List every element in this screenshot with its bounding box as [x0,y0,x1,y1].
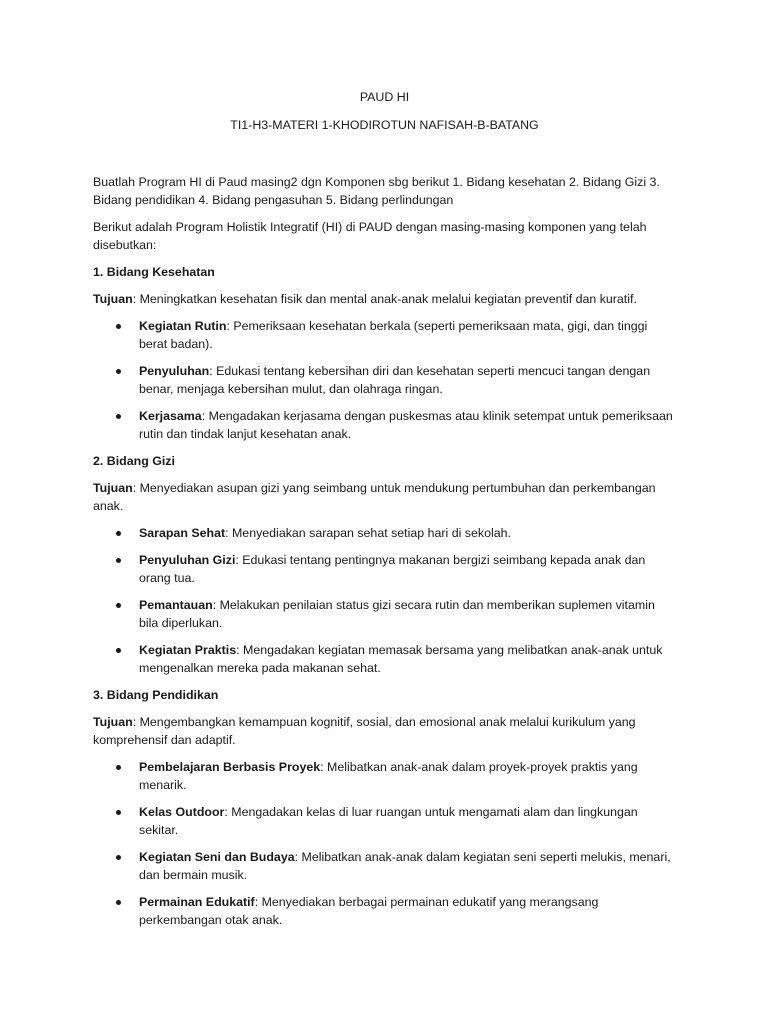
activity-list [93,758,676,929]
bullet-icon [116,855,121,860]
item-label: Permainan Edukatif [139,895,255,909]
list-item [93,641,676,677]
goal-label: Tujuan [93,715,133,729]
bullet-icon [116,648,121,653]
goal-text: : Meningkatkan kesehatan fisik dan mental anak-anak melalui kegiatan preventif dan kuratif. [132,292,637,306]
list-item [93,524,676,542]
section-goal [93,713,676,749]
item-text: : Melibatkan anak-anak dalam kegiatan seni seperti melukis, menari, dan bermain musik. [139,850,671,882]
item-text: : Mengadakan kegiatan memasak bersama yang melibatkan anak-anak untuk mengenalkan mereka pada makanan sehat. [139,643,663,675]
bullet-icon [116,531,121,536]
intro-lead-paragraph: Berikut adalah Program Holistik Integratif (HI) di PAUD dengan masing-masing komponen yang telah disebutkan: [93,220,647,252]
item-text: : Melibatkan anak-anak dalam proyek-proyek praktis yang menarik. [139,760,638,792]
bullet-icon [116,369,121,374]
section-goal [93,290,676,308]
bullet-icon [116,324,121,329]
bullet-icon [116,900,121,905]
list-item [93,407,676,443]
item-text: : Menyediakan berbagai permainan edukatif yang merangsang perkembangan otak anak. [139,895,599,927]
item-text: : Edukasi tentang kebersihan diri dan kesehatan seperti mencuci tangan dengan benar, menjaga kebersihan mulut, dan olahraga ringan. [139,364,651,396]
section-heading: 1. Bidang Kesehatan [93,265,215,279]
list-item [93,893,676,929]
bullet-icon [116,765,121,770]
list-item [93,317,676,353]
list-item [93,551,676,587]
section-gizi [93,452,676,677]
section-pendidikan [93,686,676,929]
item-text: : Melakukan penilaian status gizi secara rutin dan memberikan suplemen vitamin bila diperlukan. [139,598,655,630]
item-text: : Menyediakan sarapan sehat setiap hari di sekolah. [225,526,511,540]
list-item [93,758,676,794]
item-text: : Mengadakan kerjasama dengan puskesmas atau klinik setempat untuk pemeriksaan rutin dan tindak lanjut kesehatan anak. [139,409,673,441]
item-label: Penyuluhan Gizi [139,553,236,567]
section-heading: 3. Bidang Pendidikan [93,688,219,702]
item-label: Pemantauan [139,598,213,612]
item-text: : Mengadakan kelas di luar ruangan untuk mengamati alam dan lingkungan sekitar. [139,805,638,837]
bullet-icon [116,603,121,608]
item-label: Sarapan Sehat [139,526,226,540]
bullet-icon [116,558,121,563]
document-title: PAUD HI [359,90,410,104]
activity-list [93,524,676,677]
goal-text: : Menyediakan asupan gizi yang seimbang untuk mendukung pertumbuhan dan perkembangan anak. [93,481,656,513]
list-item [93,596,676,632]
list-item [93,803,676,839]
intro-task-paragraph: Buatlah Program HI di Paud masing2 dgn Komponen sbg berikut 1. Bidang kesehatan 2. Bidang Gizi 3. Bidang pendidikan 4. Bidang pengasuhan 5. Bidang perlindungan [93,175,660,207]
item-label: Kerjasama [139,409,202,423]
item-label: Kegiatan Seni dan Budaya [139,850,295,864]
item-text: : Edukasi tentang pentingnya makanan bergizi seimbang kepada anak dan orang tua. [139,553,646,585]
section-goal [93,479,676,515]
goal-text: : Mengembangkan kemampuan kognitif, sosial, dan emosional anak melalui kurikulum yang komprehensif dan adaptif. [93,715,636,747]
list-item [93,848,676,884]
item-label: Kegiatan Praktis [139,643,237,657]
item-text: : Pemeriksaan kesehatan berkala (seperti pemeriksaan mata, gigi, dan tinggi berat badan). [139,319,648,351]
section-heading: 2. Bidang Gizi [93,454,175,468]
activity-list [93,317,676,443]
bullet-icon [116,414,121,419]
item-label: Pembelajaran Berbasis Proyek [139,760,321,774]
goal-label: Tujuan [93,292,133,306]
item-label: Kegiatan Rutin [139,319,227,333]
goal-label: Tujuan [93,481,133,495]
item-label: Penyuluhan [139,364,210,378]
item-label: Kelas Outdoor [139,805,225,819]
list-item [93,362,676,398]
section-kesehatan [93,263,676,443]
document-subtitle: TI1-H3-MATERI 1-KHODIROTUN NAFISAH-B-BATANG [230,118,539,132]
bullet-icon [116,810,121,815]
